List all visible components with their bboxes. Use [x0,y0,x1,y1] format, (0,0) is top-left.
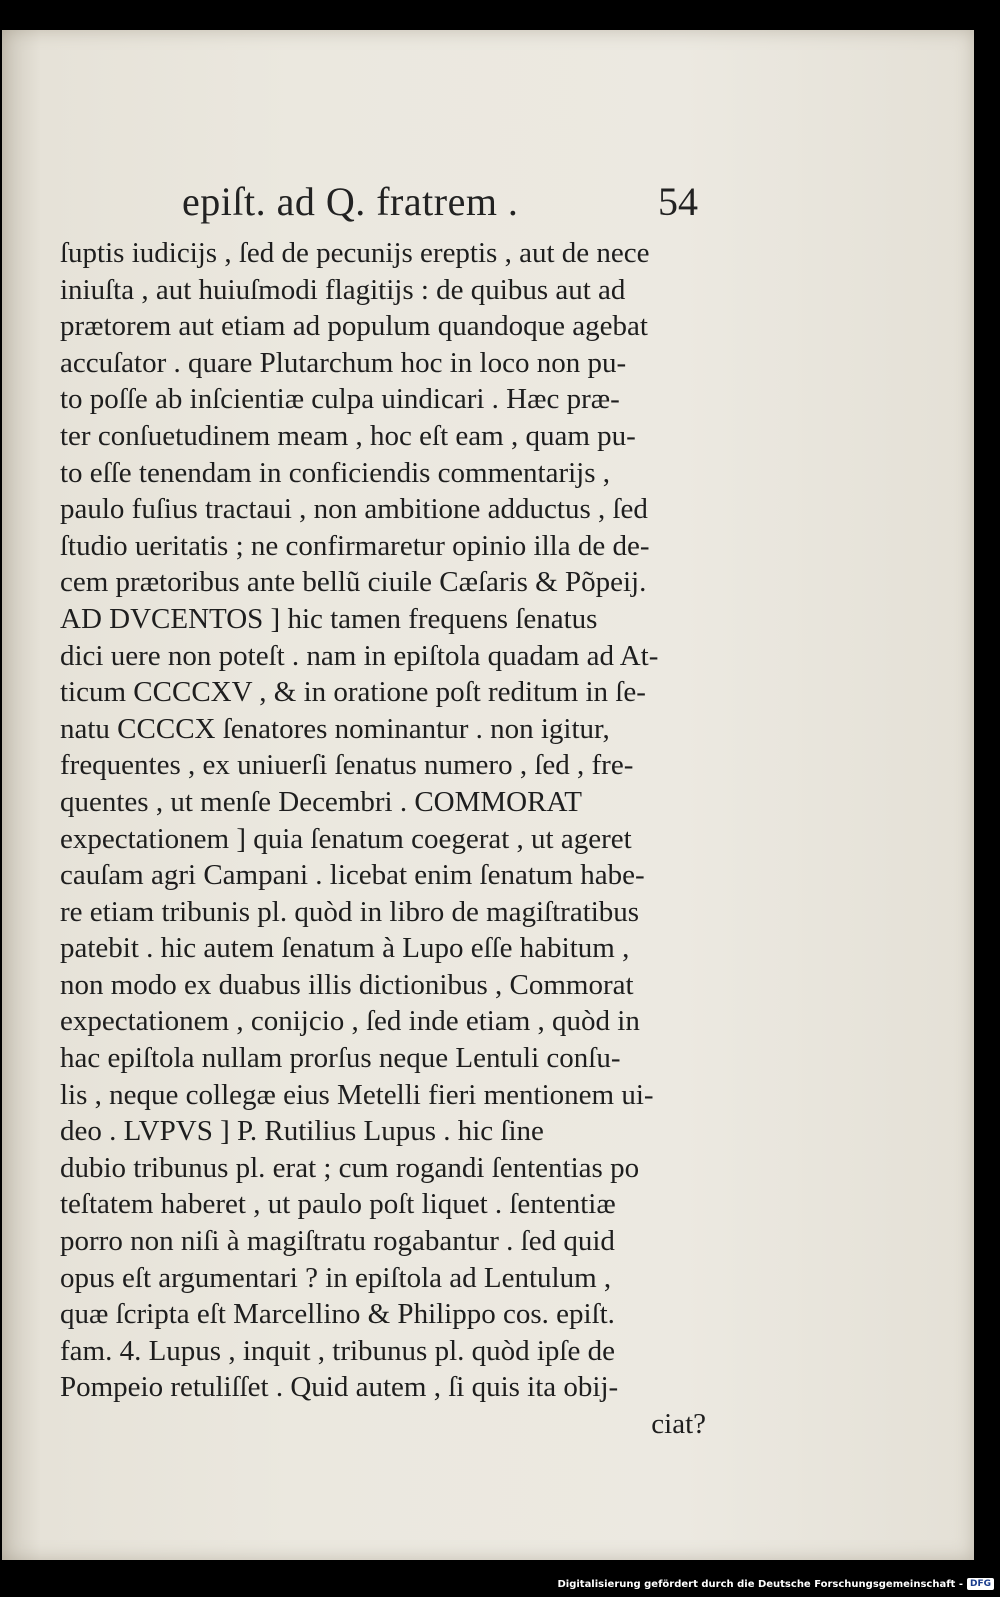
catchword: ciat? [651,1408,706,1440]
dfg-credit [557,1575,994,1593]
running-head: epiſt. ad Q. fratrem . [182,179,519,224]
text-line: ſtudio ueritatis ; ne confirmaretur opinio illa de de- [60,529,650,562]
text-line: to eſſe tenendam in conficiendis commentarijs , [60,456,611,489]
text-line: accuſator . quare Plutarchum hoc in loco non pu- [60,346,627,379]
text-line: fam. 4. Lupus , inquit , tribunus pl. quòd ipſe de [60,1334,615,1367]
text-line: AD DVCENTOS ] hic tamen frequens ſenatus [60,602,598,635]
text-line: quentes , ut menſe Decembri . COMMORAT [60,785,582,818]
text-line: deo . LVPVS ] P. Rutilius Lupus . hic ſine [60,1115,544,1148]
text-line: patebit . hic autem ſenatum à Lupo eſſe habitum , [60,932,630,965]
text-line: iniuſta , aut huiuſmodi flagitijs : de quibus aut ad [60,273,626,306]
text-line: dici uere non poteſt . nam in epiſtola quadam ad At- [60,639,659,672]
text-line: cauſam agri Campani . licebat enim ſenatum habe- [60,859,645,892]
dfg-logo-icon: DFG [967,1578,994,1590]
body-text [60,235,720,1443]
text-line: lis , neque collegæ eius Metelli fieri mentionem ui- [60,1078,654,1111]
text-line: teſtatem haberet , ut paulo poſt liquet . ſententiæ [60,1188,616,1221]
page-header [2,178,974,232]
text-line: dubio tribunus pl. erat ; cum rogandi ſententias po [60,1151,640,1184]
text-line: quæ ſcripta eſt Marcellino & Philippo cos. epiſt. [60,1298,615,1331]
text-line: re etiam tribunis pl. quòd in libro de magiſtratibus [60,895,640,928]
text-line: ter conſuetudinem meam , hoc eſt eam , quam pu- [60,419,636,452]
text-line: porro non niſi à magiſtratu rogabantur . ſed quid [60,1225,615,1258]
text-line: frequentes , ex uniuerſi ſenatus numero , ſed , fre- [60,749,634,782]
text-line: hac epiſtola nullam prorſus neque Lentuli conſu- [60,1042,621,1075]
text-line: expectationem , conijcio , ſed inde etiam , quòd in [60,1005,640,1038]
text-line: Pompeio retuliſſet . Quid autem , ſi quis ita obij- [60,1371,619,1404]
text-line: non modo ex duabus illis dictionibus , Commorat [60,968,634,1001]
text-line: ſuptis iudicijs , ſed de pecunijs ereptis , aut de nece [60,237,650,269]
text-line: natu CCCCX ſenatores nominantur . non igitur, [60,712,610,745]
text-line: expectationem ] quia ſenatum coegerat , ut ageret [60,822,632,855]
text-line: to poſſe ab inſcientiæ culpa uindicari . Hæc præ- [60,383,620,416]
dfg-credit-text: Digitalisierung gefördert durch die Deutsche Forschungsgemeinschaft - [557,1578,963,1590]
text-line: prætorem aut etiam ad populum quandoque agebat [60,310,648,343]
text-line: cem prætoribus ante bellũ ciuile Cæſaris & Põpeij. [60,566,647,599]
text-line: paulo fuſius tractaui , non ambitione adductus , ſed [60,493,648,526]
page-number: 54 [658,179,698,224]
text-line: ticum CCCCXV , & in oratione poſt reditum in ſe- [60,676,646,709]
text-line: opus eſt argumentari ? in epiſtola ad Lentulum , [60,1261,612,1294]
book-page [2,30,974,1560]
